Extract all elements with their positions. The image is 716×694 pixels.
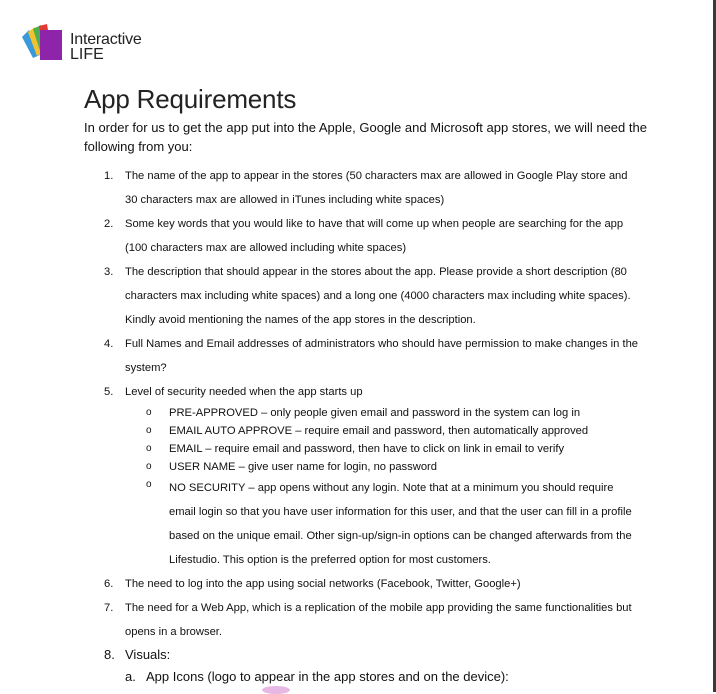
list-item — [0, 572, 640, 596]
requirements-list — [0, 164, 716, 688]
list-item — [0, 260, 640, 332]
bullet-icon: o — [146, 443, 152, 454]
subitem-text: App Icons (logo to appear in the app stores and on the device): — [146, 669, 509, 684]
item-number: 3. — [104, 266, 114, 278]
list-item — [0, 596, 640, 644]
list-item — [0, 380, 640, 404]
security-option — [0, 476, 639, 572]
item-text: Visuals: — [125, 647, 171, 662]
brand-line1: Interactive — [70, 31, 142, 48]
item-number: 1. — [104, 170, 114, 182]
item-text: Level of security needed when the app starts up — [125, 386, 363, 398]
item-text: The need to log into the app using social networks (Facebook, Twitter, Google+) — [125, 578, 521, 590]
list-item — [0, 212, 640, 260]
security-option — [0, 422, 639, 440]
item-number: 5. — [104, 386, 114, 398]
list-item — [0, 164, 640, 212]
item-number: 6. — [104, 578, 114, 590]
visuals-subitem — [0, 666, 716, 688]
security-option — [0, 404, 639, 422]
item-number: 7. — [104, 602, 114, 614]
option-text: PRE-APPROVED – only people given email and password in the system can log in — [169, 407, 581, 419]
item-text: The description that should appear in the stores about the app. Please provide a short description (80 characters max including white spaces) and a long one (4000 characters max including white spaces). Kindly avoid mentioning the names of the app stores in the description. — [125, 266, 631, 326]
bullet-icon: o — [146, 407, 152, 418]
security-option — [0, 440, 639, 458]
list-item — [0, 644, 640, 666]
app-icon-preview — [262, 686, 290, 694]
option-text: NO SECURITY – app opens without any login. Note that at a minimum you should require email login so that you have user information for this user, and that the user can fill in a profile based on the unique email. Other sign-up/sign-in options can be changed afterwards from the Lifestudio. This option is the preferred option for most customers. — [169, 482, 632, 566]
option-text: EMAIL AUTO APPROVE – require email and password, then automatically approved — [169, 425, 589, 437]
option-text: EMAIL – require email and password, then have to click on link in email to verify — [169, 443, 565, 455]
page-title: App Requirements — [84, 84, 297, 114]
interactive-life-logo-icon — [20, 24, 66, 62]
security-options-list — [0, 404, 716, 572]
bullet-icon: o — [146, 425, 152, 436]
bullet-icon: o — [146, 479, 152, 490]
item-number: 8. — [104, 647, 115, 662]
intro-paragraph: In order for us to get the app put into the Apple, Google and Microsoft app stores, we will need the following from you: — [84, 120, 647, 154]
item-text: Some key words that you would like to have that will come up when people are searching for the app (100 characters max are allowed including white spaces) — [125, 218, 624, 254]
bullet-icon: o — [146, 461, 152, 472]
subitem-letter: a. — [125, 669, 136, 684]
list-item — [0, 332, 640, 380]
item-text: Full Names and Email addresses of administrators who should have permission to make changes in the system? — [125, 338, 639, 374]
item-text: The need for a Web App, which is a replication of the mobile app providing the same functionalities but opens in a browser. — [125, 602, 632, 638]
item-text: The name of the app to appear in the stores (50 characters max are allowed in Google Play store and 30 characters max are allowed in iTunes including white spaces) — [125, 170, 628, 206]
option-text: USER NAME – give user name for login, no password — [169, 461, 437, 473]
brand-line2: LIFE — [70, 46, 104, 63]
brand-name — [70, 32, 142, 62]
item-number: 4. — [104, 338, 114, 350]
security-option — [0, 458, 639, 476]
item-number: 2. — [104, 218, 114, 230]
